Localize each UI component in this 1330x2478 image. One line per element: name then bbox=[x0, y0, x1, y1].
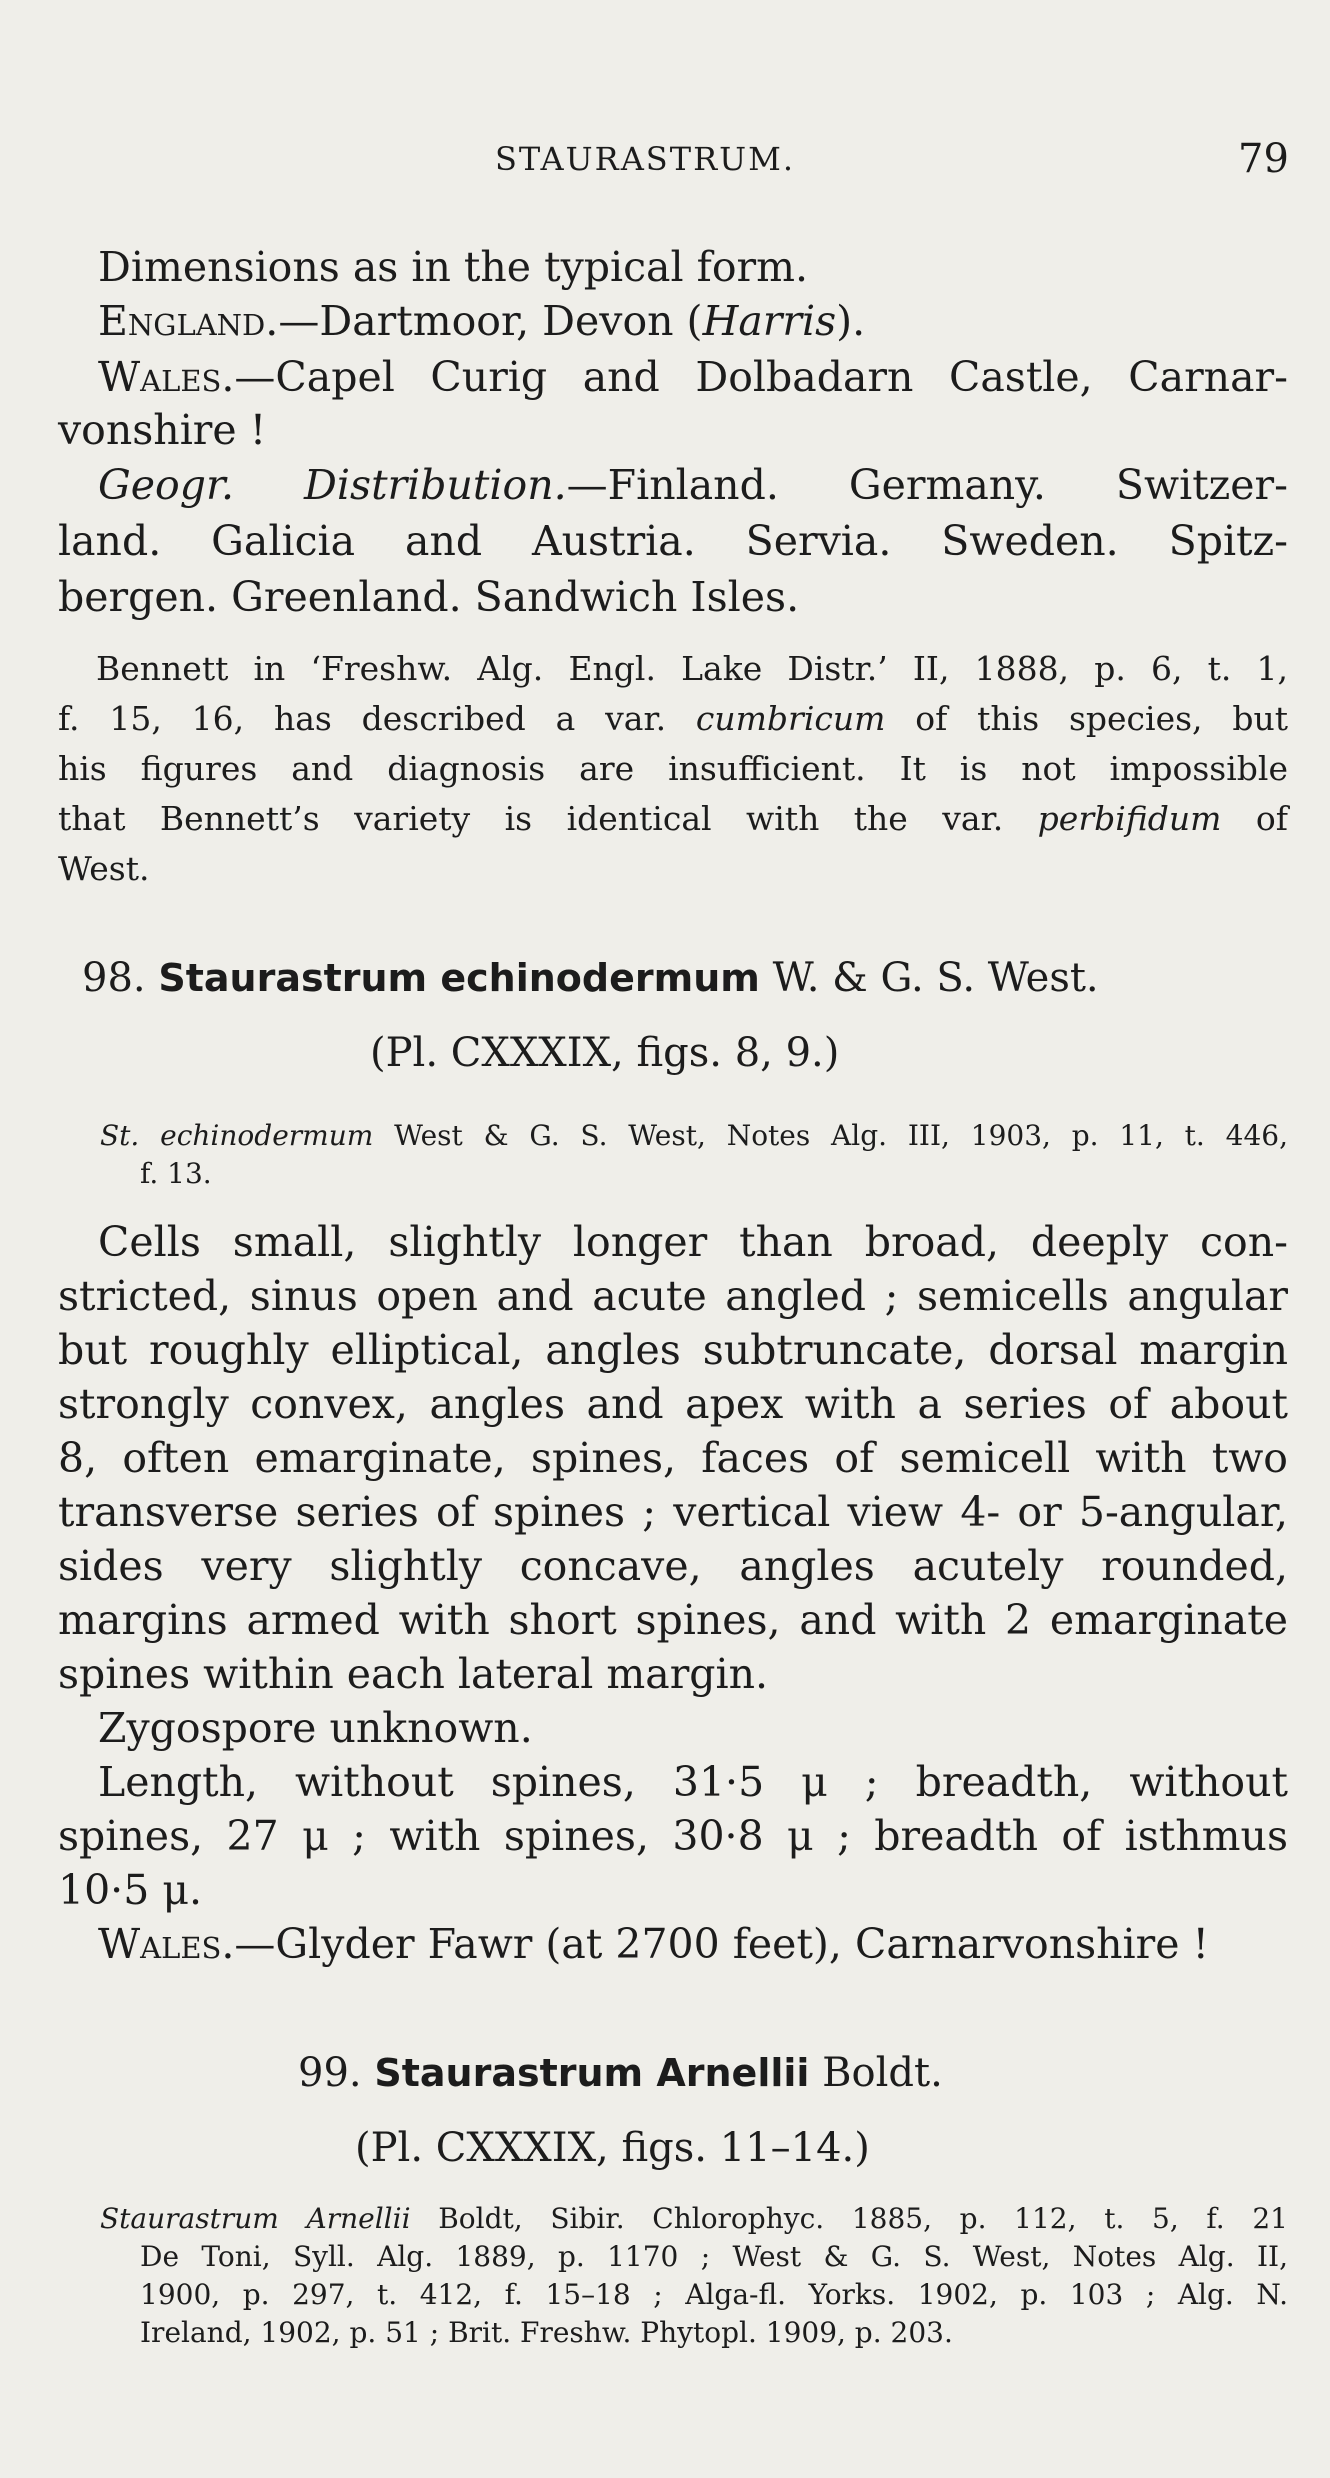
distribution-line: Geogr. Distribution.—Finland. Germany. Switzer- bbox=[98, 461, 1288, 509]
species-98-desc-5: 8, often emarginate, spines, faces of semicell with two bbox=[58, 1434, 1288, 1482]
species-98-heading: 98. Staurastrum echinodermum W. & G. S. West. bbox=[82, 955, 1099, 1001]
species-99-ref-2: De Toni, Syll. Alg. 1889, p. 1170 ; West & G. S. West, Notes Alg. II, bbox=[140, 2240, 1288, 2273]
species-98-ref-2: f. 13. bbox=[140, 1157, 212, 1190]
species-99-ref-3: 1900, p. 297, t. 412, f. 15–18 ; Alga-fl. Yorks. 1902, p. 103 ; Alg. N. bbox=[140, 2278, 1288, 2311]
note-line-2: f. 15, 16, has described a var. cumbricum of this species, but bbox=[58, 699, 1289, 738]
species-98-ref-1: St. echinodermum West & G. S. West, Notes Alg. III, 1903, p. 11, t. 446, bbox=[100, 1119, 1288, 1152]
wales-line-cont: vonshire ! bbox=[58, 406, 267, 454]
species-98-dims-2: spines, 27 μ ; with spines, 30·8 μ ; breadth of isthmus bbox=[58, 1812, 1288, 1860]
note-line-4: that Bennett’s variety is identical with the var. perbifidum of bbox=[58, 799, 1288, 838]
species-98-dims-3: 10·5 μ. bbox=[58, 1866, 203, 1914]
distribution-line-3: bergen. Greenland. Sandwich Isles. bbox=[58, 573, 800, 621]
species-99-heading: 99. Staurastrum Arnellii Boldt. bbox=[298, 2050, 943, 2096]
species-98-desc-7: sides very slightly concave, angles acutely rounded, bbox=[58, 1542, 1288, 1590]
page-number: 79 bbox=[1238, 136, 1289, 182]
species-98-desc-9: spines within each lateral margin. bbox=[58, 1650, 769, 1698]
species-98-desc-4: strongly convex, angles and apex with a series of about bbox=[58, 1380, 1288, 1428]
species-98-desc-3: but roughly elliptical, angles subtruncate, dorsal margin bbox=[58, 1326, 1288, 1374]
species-98-desc-8: margins armed with short spines, and with 2 emarginate bbox=[58, 1596, 1288, 1644]
species-98-desc-1: Cells small, slightly longer than broad, deeply con- bbox=[98, 1218, 1288, 1266]
species-98-desc-6: transverse series of spines ; vertical view 4- or 5-angular, bbox=[58, 1488, 1288, 1536]
running-title: STAURASTRUM. bbox=[495, 140, 796, 178]
species-99-ref-4: Ireland, 1902, p. 51 ; Brit. Freshw. Phytopl. 1909, p. 203. bbox=[140, 2316, 953, 2349]
note-line-1: Bennett in ‘Freshw. Alg. Engl. Lake Distr.’ II, 1888, p. 6, t. 1, bbox=[96, 649, 1288, 688]
running-head bbox=[0, 136, 1330, 190]
note-line-3: his figures and diagnosis are insufficient. It is not impossible bbox=[58, 749, 1288, 788]
dimensions-line: Dimensions as in the typical form. bbox=[98, 243, 809, 291]
species-98-plate: (Pl. CXXXIX, figs. 8, 9.) bbox=[370, 1030, 840, 1076]
species-98-desc-2: stricted, sinus open and acute angled ; semicells angular bbox=[58, 1272, 1288, 1320]
wales-line: Wales.—Capel Curig and Dolbadarn Castle, Carnar- bbox=[98, 353, 1288, 401]
species-99-plate: (Pl. CXXXIX, figs. 11–14.) bbox=[355, 2125, 870, 2171]
species-99-ref-1: Staurastrum Arnellii Boldt, Sibir. Chlorophyc. 1885, p. 112, t. 5, f. 21 bbox=[100, 2202, 1288, 2235]
species-98-dims-1: Length, without spines, 31·5 μ ; breadth, without bbox=[98, 1758, 1288, 1806]
species-98-zygospore: Zygospore unknown. bbox=[98, 1704, 533, 1752]
note-line-5: West. bbox=[58, 849, 150, 888]
england-line: England.—Dartmoor, Devon (Harris). bbox=[98, 297, 866, 345]
species-98-locality: Wales.—Glyder Fawr (at 2700 feet), Carnarvonshire ! bbox=[98, 1920, 1210, 1968]
distribution-line-2: land. Galicia and Austria. Servia. Sweden. Spitz- bbox=[58, 517, 1288, 565]
